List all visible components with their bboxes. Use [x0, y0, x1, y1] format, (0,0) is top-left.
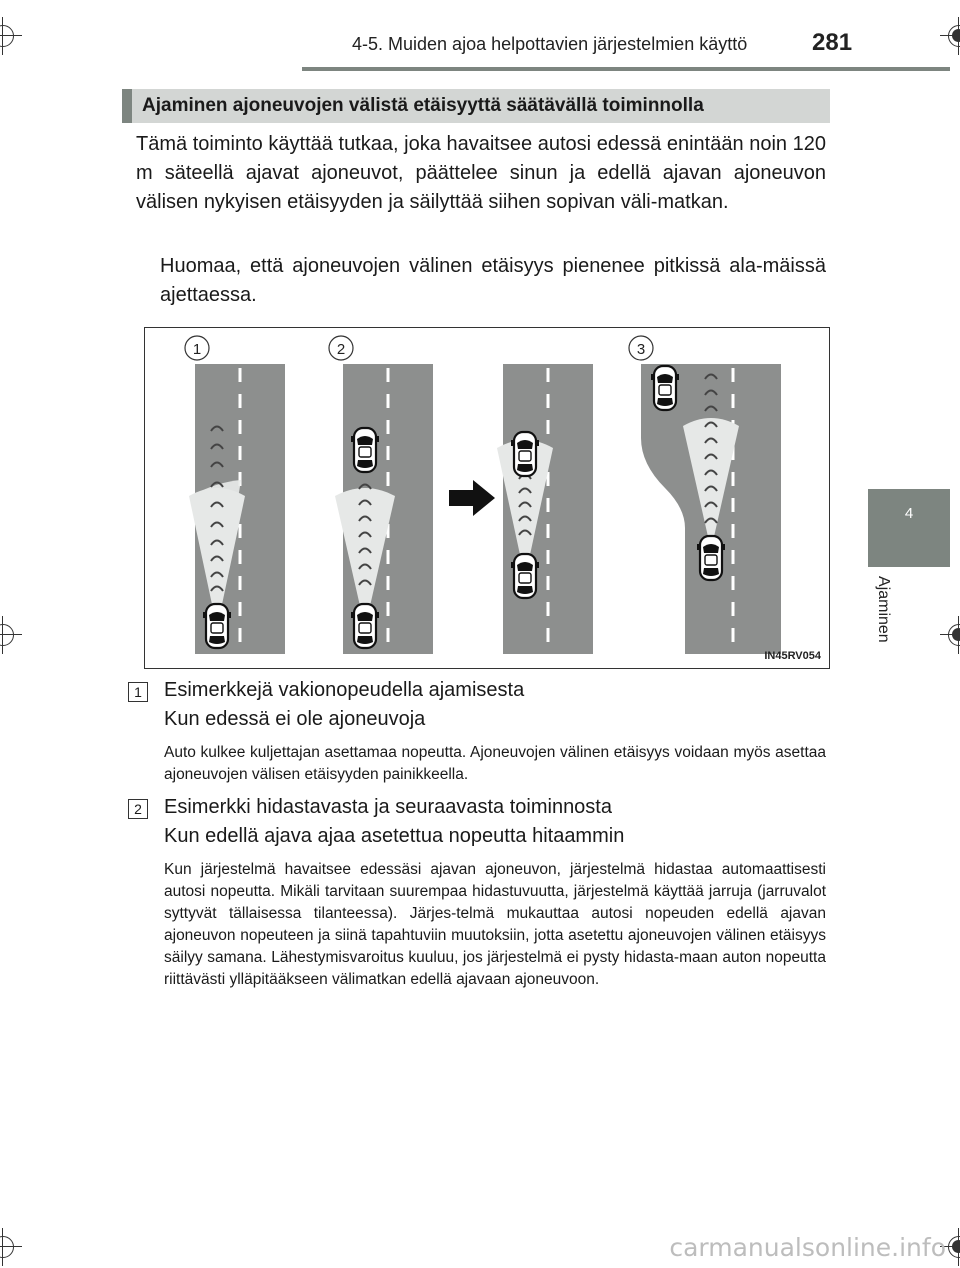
- registration-mark-mid-left: [0, 616, 22, 654]
- chapter-number: 4: [904, 505, 914, 522]
- section-header-accent: [122, 89, 132, 123]
- registration-mark-top-right: [940, 17, 960, 55]
- callout-1: [185, 336, 209, 360]
- callout-2-label: 2: [336, 341, 346, 358]
- acc-illustration: [144, 327, 830, 669]
- watermark: carmanualsonline.info: [669, 1233, 946, 1262]
- item-2-badge: 2: [128, 799, 148, 819]
- registration-mark-bottom-left: [0, 1228, 22, 1266]
- section-intro: Tämä toiminto käyttää tutkaa, joka havaitsee autosi edessä enintään noin 120 m säteellä ajavat ajoneuvot, päättelee sinun ja edellä ajavan ajoneuvon välisen nykyisen etäisyyden ja säilyttää siihen sopivan väli-matkan.: [136, 133, 826, 213]
- figure-code: IN45RV054: [764, 650, 821, 662]
- section-header: [122, 89, 830, 123]
- registration-mark-mid-right: [940, 616, 960, 654]
- item-2-body: Kun järjestelmä havaitsee edessäsi ajavan ajoneuvon, järjestelmä hidastaa automaattisesti autosi nopeutta. Mikäli tarvitaan suurempaa hidastuvuutta, järjestelmä käyttää jarruja (jarruvalot syttyvät tällaisessa tilanteessa). Järjes-telmä mukauttaa autosi nopeuden edellä ajavan ajoneuvon nopeuteen ja siinä tapahtuviin muutoksiin, jotta asetettu ajoneuvojen välinen etäisyys säilyy samana. Lähestymisvaroitus kuuluu, jos järjestelmä ei pysty hidasta-maan auton nopeutta riittävästi ylläpitääkseen välimatkan edellä ajavaan ajoneuvoon.: [164, 861, 826, 988]
- section-title: Ajaminen ajoneuvojen välistä etäisyyttä säätävällä toiminnolla: [142, 95, 704, 116]
- callout-3: [629, 336, 653, 360]
- registration-mark-top-left: [0, 17, 22, 55]
- callout-3-label: 3: [636, 341, 646, 358]
- item-2-subtitle: Kun edellä ajava ajaa asetettua nopeutta hitaammin: [164, 825, 625, 847]
- acc-diagram: [145, 328, 831, 670]
- chapter-tab[interactable]: [868, 489, 950, 567]
- callout-2: [329, 336, 353, 360]
- road-2: [335, 364, 433, 654]
- road-3: [497, 364, 593, 654]
- item-1-badge: 1: [128, 682, 148, 702]
- chapter-label: Ajaminen: [875, 576, 892, 643]
- item-2-title: Esimerkki hidastavasta ja seuraavasta toiminnosta: [164, 796, 612, 818]
- item-1-body: Auto kulkee kuljettajan asettamaa nopeutta. Ajoneuvojen välinen etäisyys voidaan myös asettaa ajoneuvojen välisen etäisyyden painikkeella.: [164, 744, 826, 783]
- item-1-title: Esimerkkejä vakionopeudella ajamisesta: [164, 679, 525, 701]
- section-note: Huomaa, että ajoneuvojen välinen etäisyys pienenee pitkissä ala-mäissä ajettaessa.: [160, 255, 826, 306]
- road-1: [189, 364, 285, 654]
- road-4: [641, 364, 781, 654]
- item-1-subtitle: Kun edessä ei ole ajoneuvoja: [164, 708, 426, 730]
- header-rule: [302, 67, 950, 71]
- transition-arrow: [449, 480, 495, 516]
- running-head: 4-5. Muiden ajoa helpottavien järjestelmien käyttö: [352, 34, 748, 54]
- callout-1-label: 1: [192, 341, 202, 358]
- page-number: 281: [812, 29, 853, 56]
